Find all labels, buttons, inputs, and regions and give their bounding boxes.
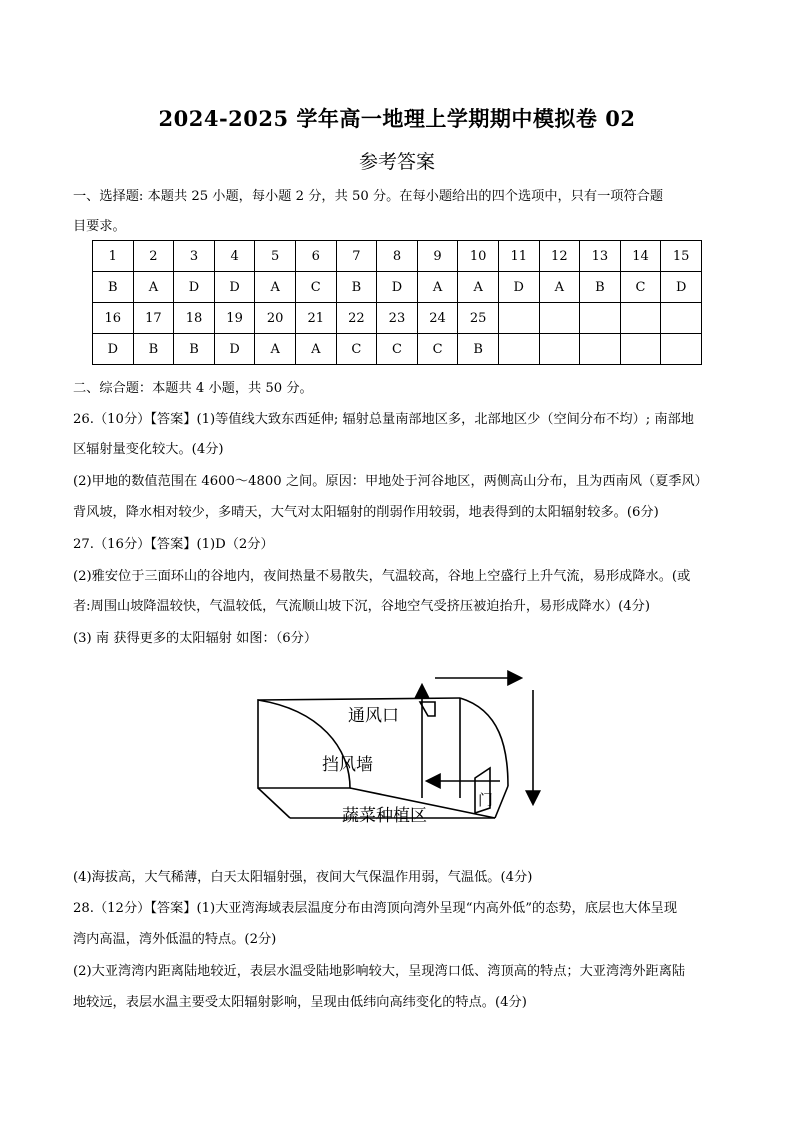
q27-line3: 者:周围山坡降温较快，气温较低，气流顺山坡下沉，谷地空气受挤压被迫抬升，易形成降水）(4分) xyxy=(73,599,650,614)
q28-line3: (2)大亚湾湾内距离陆地较近，表层水温受陆地影响较大，呈现湾口低、湾顶高的特点；大亚湾湾外距离陆 xyxy=(73,964,686,979)
answer-table-answer-cell: D xyxy=(498,272,539,303)
answer-table-number-cell xyxy=(661,303,702,334)
answer-table-number-cell: 24 xyxy=(417,303,458,334)
answer-table-answer-cell: A xyxy=(295,334,336,365)
q26-line1: 26.（10分）【答案】(1)等值线大致东西延伸; 辐射总量南部地区多，北部地区少（空间分布不均）; 南部地 xyxy=(73,412,694,427)
answer-table-number-cell: 12 xyxy=(539,241,580,272)
section1-instruction-line1: 一、选择题: 本题共 25 小题，每小题 2 分，共 50 分。在每小题给出的四个选项中，只有一项符合题 xyxy=(73,189,664,204)
table-row-answers-1 xyxy=(93,272,702,303)
answer-table-number-cell: 10 xyxy=(458,241,499,272)
answer-table-answer-cell: C xyxy=(377,334,418,365)
answer-table-number-cell: 2 xyxy=(133,241,174,272)
answer-table-number-cell: 9 xyxy=(417,241,458,272)
answer-table-answer-cell xyxy=(661,334,702,365)
table-row-numbers-2 xyxy=(93,303,702,334)
label-door: 门 xyxy=(478,791,494,809)
q27-line5: (4)海拔高，大气稀薄，白天太阳辐射强，夜间大气保温作用弱，气温低。(4分) xyxy=(73,870,533,885)
answer-table-answer-cell: A xyxy=(417,272,458,303)
answer-table-answer-cell xyxy=(580,334,621,365)
answer-table-number-cell: 20 xyxy=(255,303,296,334)
answer-table-answer-cell: A xyxy=(133,272,174,303)
answer-table-number-cell xyxy=(539,303,580,334)
answer-table-number-cell: 7 xyxy=(336,241,377,272)
section1-instruction-line2: 目要求。 xyxy=(73,219,126,234)
answer-table-answer-cell: D xyxy=(214,334,255,365)
answer-table-number-cell xyxy=(580,303,621,334)
answer-table-number-cell: 17 xyxy=(133,303,174,334)
answer-table-answer-cell: A xyxy=(255,334,296,365)
answer-table-number-cell: 14 xyxy=(620,241,661,272)
answer-table-answer-cell: D xyxy=(93,334,134,365)
answer-table-number-cell: 18 xyxy=(174,303,215,334)
label-vegetable-area: 蔬菜种植区 xyxy=(342,806,427,826)
answer-table-answer-cell: B xyxy=(580,272,621,303)
answer-table-answer-cell: D xyxy=(214,272,255,303)
q27-line1: 27.（16分）【答案】(1)D（2分） xyxy=(73,537,274,552)
answer-table-number-cell: 11 xyxy=(498,241,539,272)
label-vent: 通风口 xyxy=(348,706,399,726)
answer-table-number-cell xyxy=(498,303,539,334)
q26-line3: (2)甲地的数值范围在 4600～4800 之间。原因：甲地处于河谷地区，两侧高山分布，且为西南风（夏季风） xyxy=(73,474,708,489)
answer-table-number-cell: 4 xyxy=(214,241,255,272)
answer-table-number-cell: 1 xyxy=(93,241,134,272)
q27-line2: (2)雅安位于三面环山的谷地内，夜间热量不易散失，气温较高，谷地上空盛行上升气流，易形成降水。(或 xyxy=(73,569,691,584)
q28-line4: 地较远，表层水温主要受太阳辐射影响，呈现由低纬向高纬变化的特点。(4分) xyxy=(73,995,527,1010)
answer-table-answer-cell xyxy=(498,334,539,365)
answer-table-answer-cell xyxy=(539,334,580,365)
answer-table-answer-cell: B xyxy=(336,272,377,303)
answer-table-number-cell: 21 xyxy=(295,303,336,334)
answer-table-number-cell: 5 xyxy=(255,241,296,272)
section2-heading: 二、综合题：本题共 4 小题，共 50 分。 xyxy=(73,381,313,396)
answer-table-answer-cell xyxy=(620,334,661,365)
answer-table-number-cell: 8 xyxy=(377,241,418,272)
answer-table-number-cell: 16 xyxy=(93,303,134,334)
answer-table-answer-cell: C xyxy=(620,272,661,303)
answer-table-number-cell: 19 xyxy=(214,303,255,334)
q26-line4: 背风坡，降水相对较少，多晴天，大气对太阳辐射的削弱作用较弱，地表得到的太阳辐射较多。(6分) xyxy=(73,505,659,520)
answer-table-number-cell: 15 xyxy=(661,241,702,272)
answer-table-number-cell: 22 xyxy=(336,303,377,334)
q26-line2: 区辐射量变化较大。(4分) xyxy=(73,442,224,457)
answer-table-answer-cell: A xyxy=(255,272,296,303)
table-row-numbers-1 xyxy=(93,241,702,272)
q28-line1: 28.（12分）【答案】(1)大亚湾海域表层温度分布由湾顶向湾外呈现“内高外低”的态势，底层也大体呈现 xyxy=(73,901,678,916)
answer-table-answer-cell: C xyxy=(417,334,458,365)
table-row-answers-2 xyxy=(93,334,702,365)
answer-table-answer-cell: C xyxy=(336,334,377,365)
answer-table-answer-cell: B xyxy=(458,334,499,365)
answer-table-number-cell: 23 xyxy=(377,303,418,334)
answer-table-answer-cell: D xyxy=(377,272,418,303)
answer-table-number-cell xyxy=(620,303,661,334)
answer-table-answer-cell: B xyxy=(174,334,215,365)
answer-table-answer-cell: A xyxy=(458,272,499,303)
answer-table-number-cell: 13 xyxy=(580,241,621,272)
label-windbreak-wall: 挡风墙 xyxy=(322,755,373,775)
answer-table-answer-cell: C xyxy=(295,272,336,303)
answer-table-answer-cell: D xyxy=(661,272,702,303)
answer-table-number-cell: 6 xyxy=(295,241,336,272)
answer-table-answer-cell: B xyxy=(93,272,134,303)
q27-line4: (3) 南 获得更多的太阳辐射 如图：（6分） xyxy=(73,631,318,646)
answer-table-answer-cell: B xyxy=(133,334,174,365)
answer-table-number-cell: 3 xyxy=(174,241,215,272)
greenhouse-diagram xyxy=(250,658,550,848)
answer-table-number-cell: 25 xyxy=(458,303,499,334)
answer-table-answer-cell: A xyxy=(539,272,580,303)
page-title: 2024-2025 学年高一地理上学期期中模拟卷 02 xyxy=(158,106,636,131)
q28-line2: 湾内高温，湾外低温的特点。(2分) xyxy=(73,932,277,947)
answer-table xyxy=(92,240,702,365)
answer-table-answer-cell: D xyxy=(174,272,215,303)
page-subtitle: 参考答案 xyxy=(358,151,435,173)
